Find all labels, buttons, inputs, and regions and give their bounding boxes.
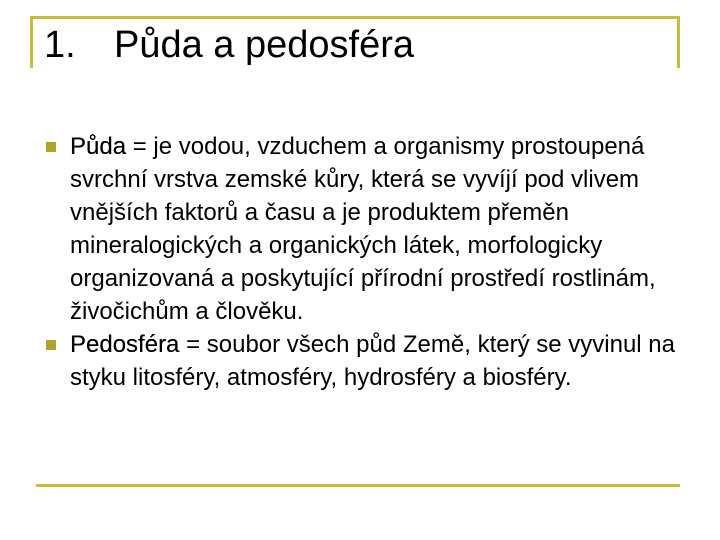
bullet-item-pedosfera — [44, 328, 684, 394]
definition-pedosfera: = soubor všech půd Země, který se vyvinul na styku litosféry, atmosféry, hydrosféry a biosféry. — [70, 331, 675, 391]
frame-bottom-line — [36, 484, 680, 487]
frame-top-line — [30, 16, 680, 19]
frame-left-line — [30, 16, 33, 68]
slide-title — [44, 24, 414, 68]
definition-puda: = je vodou, vzduchem a organismy prostoupená svrchní vrstva zemské kůry, která se vyvíjí pod vlivem vnějších faktorů a času a je produktem přeměn mineralogických a organických látek, morfologicky organizovaná a poskytující přírodní prostředí rostlinám, živočichům a člověku. — [70, 133, 656, 325]
bullet-list — [44, 130, 684, 394]
square-bullet-icon — [46, 340, 56, 350]
term-pedosfera: Pedosféra — [70, 331, 180, 358]
term-puda: Půda — [70, 133, 127, 160]
title-text: Půda a pedosféra — [114, 24, 415, 66]
frame-right-line — [677, 16, 680, 68]
bullet-item-puda — [44, 130, 684, 328]
title-number: 1. — [44, 24, 76, 66]
square-bullet-icon — [46, 142, 56, 152]
